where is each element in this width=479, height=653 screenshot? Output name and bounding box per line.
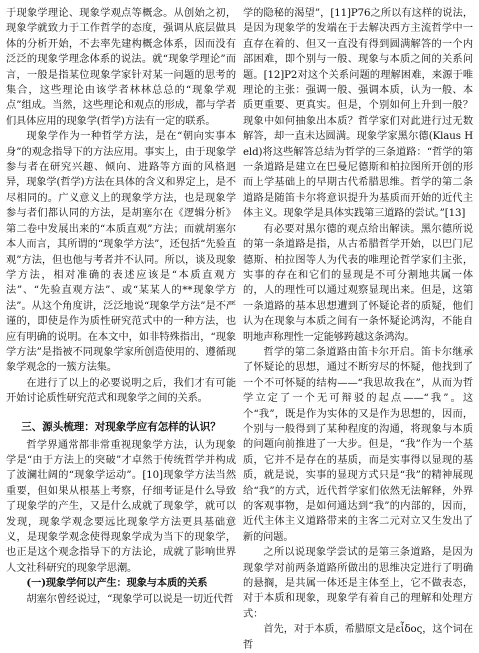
paragraph: 有必要对黑尔德的观点给出解读。黑尔德所说的第一条道路是指，从古希腊哲学开始，以巴门尼德斯、柏拉图等人为代表的唯理论哲学家们主张，实事的存在和它们的显现是不可分割地共属一体的，人的理性可以通过观察显现出来。但是，这第一条道路的基本思想遭到了怀疑论者的质疑，他们认为在现象与本质之间有一条怀疑论鸿沟，不能自明地声称理性一定能够跨越这条鸿沟。	[243, 223, 473, 343]
section-heading: 三、源头梳理：对现象学应有怎样的认识？	[21, 420, 221, 433]
paragraph: 于现象学理论、现象学观点等概念。从创始之初，现象学就致力于工作哲学的态度，强调从底层做具体的分析开始，不去率先建构概念体系，因而没有泛泛的现象学理念体系的说法。就“现象学理论”而言，一般是指某位现象学家针对某一问题的思考的集合，这些理论由该学者林林总总的“现象学观点”组成。当然，这些理论和观点的形成，都与学者们具体应用的现象学(哲学)方法有一定的联系。	[6, 8, 236, 127]
right-column	[243, 6, 473, 653]
paragraph: 在进行了以上的必要说明之后，我们才有可能开始讨论质性研究范式和现象学之间的关系。	[6, 377, 236, 405]
subsection-heading: (一)现象学何以产生：现象与本质的关系	[26, 577, 208, 590]
paragraph: 哲学的第二条道路由笛卡尔开启。笛卡尔继承了怀疑论的思想，通过不断穷尽的怀疑，他找到了一个不可怀疑的结构——“我思故我在”，从而为哲学立定了一个无可辩驳的起点——“我”。这个“我”，既是作为实体的又是作为思想的，因而，个别与一般得到了某种程度的沟通，将现象与本质的问题向前推进了一大步。但是，“我”作为一个基质，它并不是存在的基质，而是实事得以显现的基质，就是说，实事的显现方式只是“我”的精神展现给“我”的方式，近代哲学家们依然无法解释，外界的客观事物，是如何通达到“我”的内部的，因而，近代主体主义道路带来的主客二元对立又生发出了新的问题。	[243, 346, 473, 543]
paragraph: 学的隐秘的渴望”，[11]P76之所以有这样的说法，是因为现象学的发端在于去解决西方主流哲学中一直存在着的、但又一直没有得到圆满解答的一个内部困难，即个别与一般、现象与本质之间的关系问题。[12]P2对这个关系问题的理解困难，来源于唯理论的主张：强调一般、强调本质，认为一般、本质更重要、更真实。但是，个别如何上升到一般？现象中如何抽象出本质？哲学家们对此进行过无数解答，却一直未达圆满。现象学家黑尔德(Klaus Held)将这些解答总结为哲学的三条道路：“哲学的第一条道路是建立在巴曼尼德斯和柏拉图所开创的形而上学基础上的早期古代希腊思维。哲学的第二条道路是随笛卡尔将意识提升为基质而开始的近代主体主义。现象学是具体实践第三道路的尝试。”[13]	[243, 8, 473, 220]
paragraph: 之所以说现象学尝试的是第三条道路，是因为现象学对前两条道路所做出的思维决定进行了明确的悬搁，是共属一体还是主体至上，它不做表态，对于本质和现象，现象学有着自己的理解和处理方式：	[243, 547, 473, 620]
two-column-layout	[6, 6, 473, 653]
paragraph: 首先，对于本质，希腊原文是εἶδος，这个词在哲	[243, 624, 473, 651]
paragraph: 胡塞尔曾经说过，“现象学可以说是一切近代哲	[26, 593, 234, 605]
paragraph: 哲学界通常都非常重视现象学方法，认为现象学是“由于方法上的突破”才卓然于传统哲学并构成了波澜壮阔的“现象学运动”。[10]现象学方法当然重要，但如果从根基上考察，仔细考证是什么导致了现象学的产生，又是什么成就了现象学，就可以发现，现象学观念要远比现象学方法更具基础意义，是现象学观念使得现象学成为当下的现象学，也正是这个观念指导下的方法论，成就了影响世界人文社科研究的现象学思潮。	[6, 439, 236, 574]
paragraph: 现象学作为一种哲学方法，是在“朝向实事本身”的观念指导下的方法应用。事实上，由于现象学参与者在研究兴趣、倾向、进路等方面的风格迥异，现象学(哲学)方法在具体的含义和界定上，是不尽相同的。广义意义上的现象学方法，也是现象学参与者们都认同的方法，是胡塞尔在《逻辑分析》第二卷中发展出来的“本质直观”方法；而就胡塞尔本人而言，其所谓的“现象学方法”，还包括“先验直观”方法，但也他与考者并不认同。所以，谈及现象学方法，相对准确的表述应该是“本质直观方法”、“先验直观方法”、或“某某人的**现象学方法”。从这个角度讲，泛泛地说“现象学方法”是不严谨的，即使是作为质性研究范式中的一种方法，也应有明确的说明。在本文中，如非特殊指出，“现象学方法”是指被不同现象学家所创造使用的、遵循现象学观念的一簇方法集。	[6, 131, 236, 374]
left-column	[6, 6, 236, 653]
